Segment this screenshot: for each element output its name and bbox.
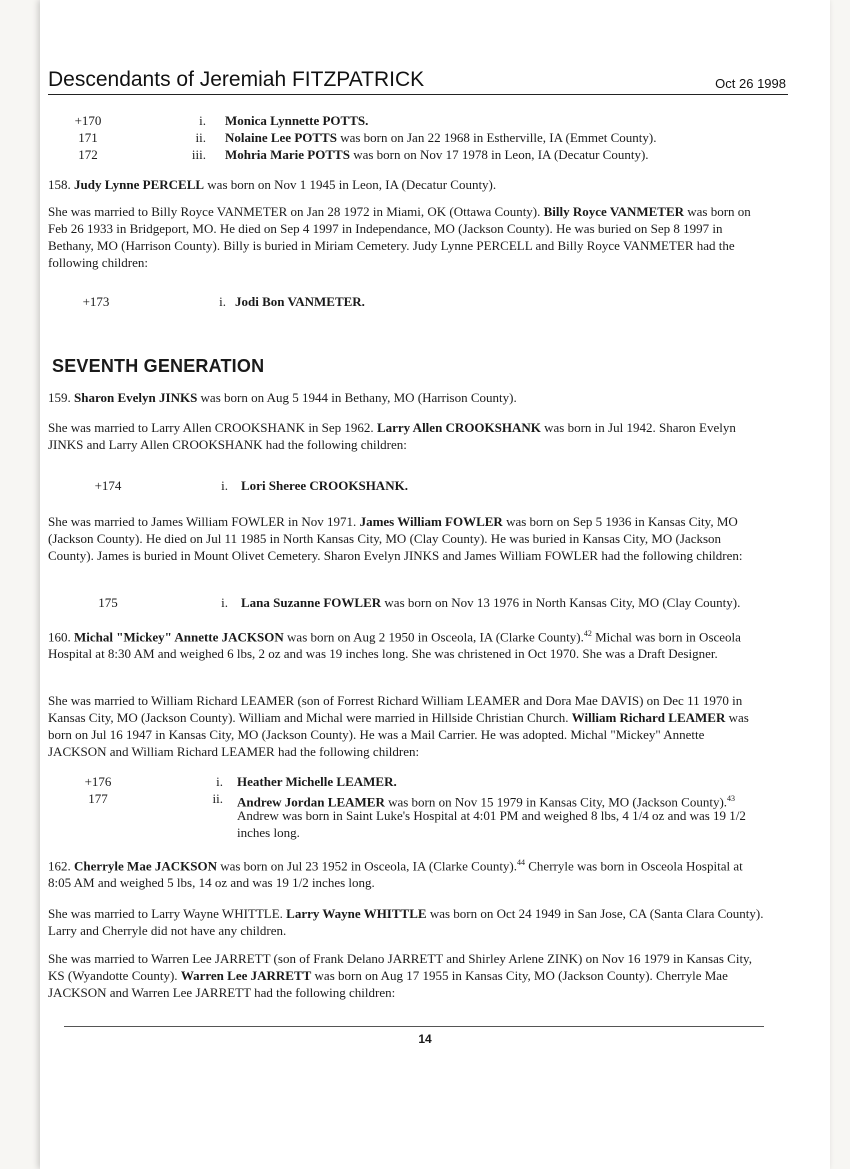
person-entry-158: 158. Judy Lynne PERCELL was born on Nov 1 1945 in Leon, IA (Decatur County). [48,177,497,192]
page-header [48,64,788,95]
spouse-name: Larry Allen CROOKSHANK [376,420,541,435]
child-name: Jodi Bon VANMETER. [235,294,365,309]
marriage-paragraph: She was married to Billy Royce VANMETER on Jan 28 1972 in Miami, OK (Ottawa County). Billy Royce VANMETER was born on Feb 26 1933 in Bridgeport, MO. He died on Sep 4 1997 in Independance, MO (Jackson County). He was buried on Sep 8 1997 in Bethany, MO (Harrison County). Billy is buried in Miriam Cemetery. Judy Lynne PERCELL and Billy Royce VANMETER had the following children: [48,204,751,270]
child-ordinal: ii. [212,791,223,806]
child-number: 171 [78,130,98,145]
footnote-ref: 44 [517,858,526,867]
generation-heading: SEVENTH GENERATION [52,356,265,376]
person-entry-159: 159. Sharon Evelyn JINKS was born on Aug 5 1944 in Bethany, MO (Harrison County). [48,390,517,405]
footer-rule [64,1026,764,1027]
spouse-name: Billy Royce VANMETER [543,204,684,219]
child-name: Lori Sheree CROOKSHANK. [241,478,408,493]
marriage-paragraph: She was married to William Richard LEAMER (son of Forrest Richard William LEAMER and Dora Mae DAVIS) on Dec 11 1970 in Kansas City, MO (Jackson County). William and Michal were married in Hillside Christian Church. William Richard LEAMER was born on Jul 16 1947 in Kansas City, MO (Jackson County). He was a Mail Carrier. He was adopted. Michal "Mickey" Annette JACKSON and William Richard LEAMER had the following children: [48,693,749,759]
person-name: Michal "Mickey" Annette JACKSON [74,629,284,645]
person-name: Judy Lynne PERCELL [74,177,205,192]
child-ordinal: i. [199,113,206,128]
person-entry-160: 160. Michal "Mickey" Annette JACKSON was born on Aug 2 1950 in Osceola, IA (Clarke County).$^{42}$ Michal was born in Osceola Hospital at 8:30 AM and weighed 6 lbs, 2 oz and was 19 inches long. She was christened in Oct 1970. She was a Draft Designer. [48,629,741,662]
person-name: Cherryle Mae JACKSON [74,858,217,874]
child-name: Lana Suzanne FOWLER [241,595,382,610]
child-number: 177 [88,791,108,806]
child-number: +176 [84,774,112,789]
page-number: 14 [418,1032,432,1046]
child-number: +173 [82,294,110,309]
child-ordinal: i. [219,294,226,309]
spouse-name: James William FOWLER [359,514,503,529]
child-number: +170 [74,113,102,128]
child-name: Heather Michelle LEAMER. [237,774,397,789]
child-name: Monica Lynnette POTTS. [225,113,369,128]
footnote-ref: 43 [727,794,736,803]
child-ordinal: i. [221,478,228,493]
child-ordinal: i. [221,595,228,610]
footnote-ref: 42 [583,629,592,638]
marriage-paragraph: She was married to James William FOWLER in Nov 1971. James William FOWLER was born on Sep 5 1936 in Kansas City, MO (Jackson County). He died on Jul 11 1985 in North Kansas City, MO (Clay County). He was buried in Kansas City, MO (Jackson County). James is buried in Mount Olivet Cemetery. Sharon Evelyn JINKS and James William FOWLER had the following children: [48,514,743,563]
child-name: Mohria Marie POTTS [225,147,350,162]
child-ordinal: ii. [195,130,206,145]
child-number: 175 [98,595,118,610]
spouse-name: Warren Lee JARRETT [180,968,312,983]
spouse-name: William Richard LEAMER [571,710,726,725]
child-number: +174 [94,478,122,493]
marriage-paragraph: She was married to Larry Allen CROOKSHANK in Sep 1962. Larry Allen CROOKSHANK was born in Jul 1942. Sharon Evelyn JINKS and Larry Allen CROOKSHANK had the following children: [48,420,736,452]
child-entry-continuation: Andrew was born in Saint Luke's Hospital at 4:01 PM and weighed 8 lbs, 4 1/4 oz and was 19 1/2 inches long. [237,808,746,840]
document-title: Descendants of Jeremiah FITZPATRICK [48,68,425,91]
marriage-paragraph: She was married to Larry Wayne WHITTLE. Larry Wayne WHITTLE was born on Oct 24 1949 in San Jose, CA (Santa Clara County). Larry and Cherryle did not have any children. [48,906,764,938]
spouse-name: Larry Wayne WHITTLE [286,906,427,921]
marriage-paragraph: She was married to Warren Lee JARRETT (son of Frank Delano JARRETT and Shirley Arlene ZINK) on Nov 16 1979 in Kansas City, KS (Wyandotte County). Warren Lee JARRETT was born on Aug 17 1955 in Kansas City, MO (Jackson County). Cherryle Mae JACKSON and Warren Lee JARRETT had the following children: [48,951,752,1000]
document-date: Oct 26 1998 [715,76,786,91]
child-ordinal: iii. [191,147,206,162]
child-name: Nolaine Lee POTTS [225,130,337,145]
child-number: 172 [78,147,98,162]
person-name: Sharon Evelyn JINKS [74,390,198,405]
child-name: Andrew Jordan LEAMER [237,794,385,810]
child-ordinal: i. [216,774,223,789]
person-entry-162: 162. Cherryle Mae JACKSON was born on Jul 23 1952 in Osceola, IA (Clarke County).$^{44}$ Cherryle was born in Osceola Hospital at 8:05 AM and weighed 5 lbs, 14 oz and was 19 1/2 inches long. [48,858,743,891]
